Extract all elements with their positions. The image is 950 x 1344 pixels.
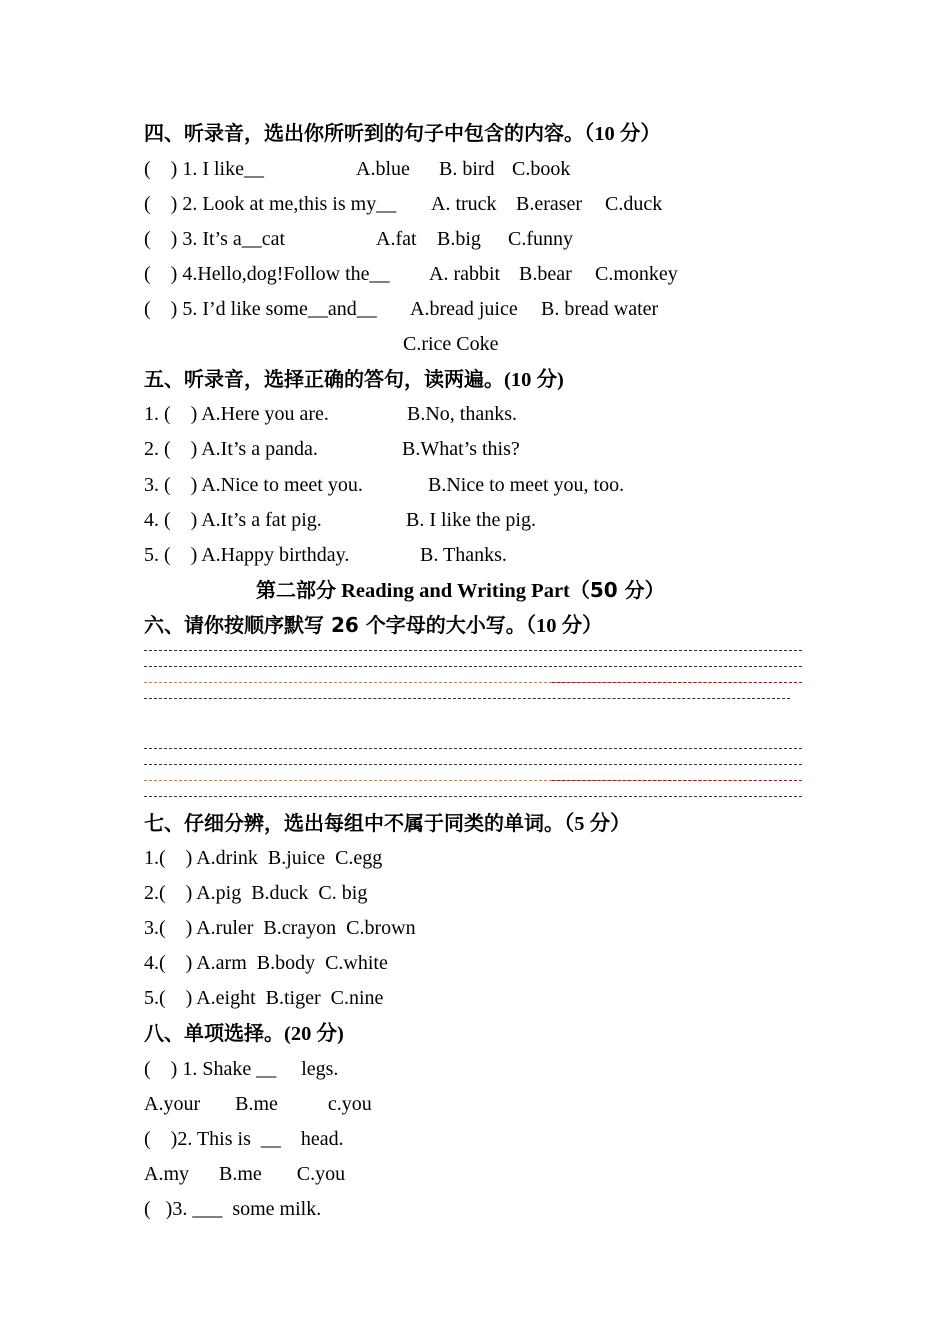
s7-question-5: 5.( ) A.eight B.tiger C.nine: [144, 987, 384, 1009]
s4-question-3: ( ) 3. It’s a__cat A.fat B.big C.funny: [144, 228, 573, 250]
s4-question-1: ( ) 1. I like__ A.blue B. bird C.book: [144, 158, 571, 180]
section-4-heading: 四、听录音，选出你所听到的句子中包含的内容。（10 分）: [144, 121, 661, 145]
s8-question-2: ( )2. This is __ head.: [144, 1128, 344, 1150]
writing-line: [144, 650, 802, 651]
section-5-heading: 五、听录音，选择正确的答句，读两遍。(10 分): [144, 367, 564, 391]
s4-question-2: ( ) 2. Look at me,this is my__ A. truck B.eraser C.duck: [144, 193, 663, 215]
s7-question-3: 3.( ) A.ruler B.crayon C.brown: [144, 917, 416, 939]
s7-question-1: 1.( ) A.drink B.juice C.egg: [144, 847, 383, 869]
s8-question-3: ( )3. ___ some milk.: [144, 1198, 322, 1220]
s5-question-1: 1. ( ) A.Here you are. B.No, thanks.: [144, 403, 517, 425]
writing-line: [144, 748, 802, 749]
section-7-heading: 七、仔细分辨，选出每组中不属于同类的单词。（5 分）: [144, 811, 631, 835]
s8-options-1: A.your B.me c.you: [144, 1093, 372, 1115]
s7-question-4: 4.( ) A.arm B.body C.white: [144, 952, 388, 974]
s5-question-5: 5. ( ) A.Happy birthday. B. Thanks.: [144, 544, 507, 566]
s4-question-5: ( ) 5. I’d like some__and__ A.bread juice B. bread water: [144, 298, 659, 320]
s5-question-4: 4. ( ) A.It’s a fat pig. B. I like the pig.: [144, 509, 536, 531]
s4-question-4: ( ) 4.Hello,dog!Follow the__ A. rabbit B.bear C.monkey: [144, 263, 678, 285]
section-6-heading: 六、请你按顺序默写 26 个字母的大小写。（10 分）: [144, 613, 603, 637]
writing-line-midline: [144, 682, 802, 683]
writing-line: [144, 666, 802, 667]
s8-options-2: A.my B.me C.you: [144, 1163, 346, 1185]
writing-line: [144, 796, 802, 797]
writing-line: [144, 698, 790, 699]
s4-question-5-option-c: C.rice Coke: [403, 333, 499, 355]
part-2-heading: 第二部分 Reading and Writing Part（50 分）: [256, 578, 665, 602]
s5-question-3: 3. ( ) A.Nice to meet you. B.Nice to meet you, too.: [144, 474, 625, 496]
s5-question-2: 2. ( ) A.It’s a panda. B.What’s this?: [144, 438, 520, 460]
s7-question-2: 2.( ) A.pig B.duck C. big: [144, 882, 368, 904]
s8-question-1: ( ) 1. Shake __ legs.: [144, 1058, 339, 1080]
section-8-heading: 八、单项选择。(20 分): [144, 1021, 344, 1045]
writing-line: [144, 764, 802, 765]
writing-line-midline: [144, 780, 802, 781]
